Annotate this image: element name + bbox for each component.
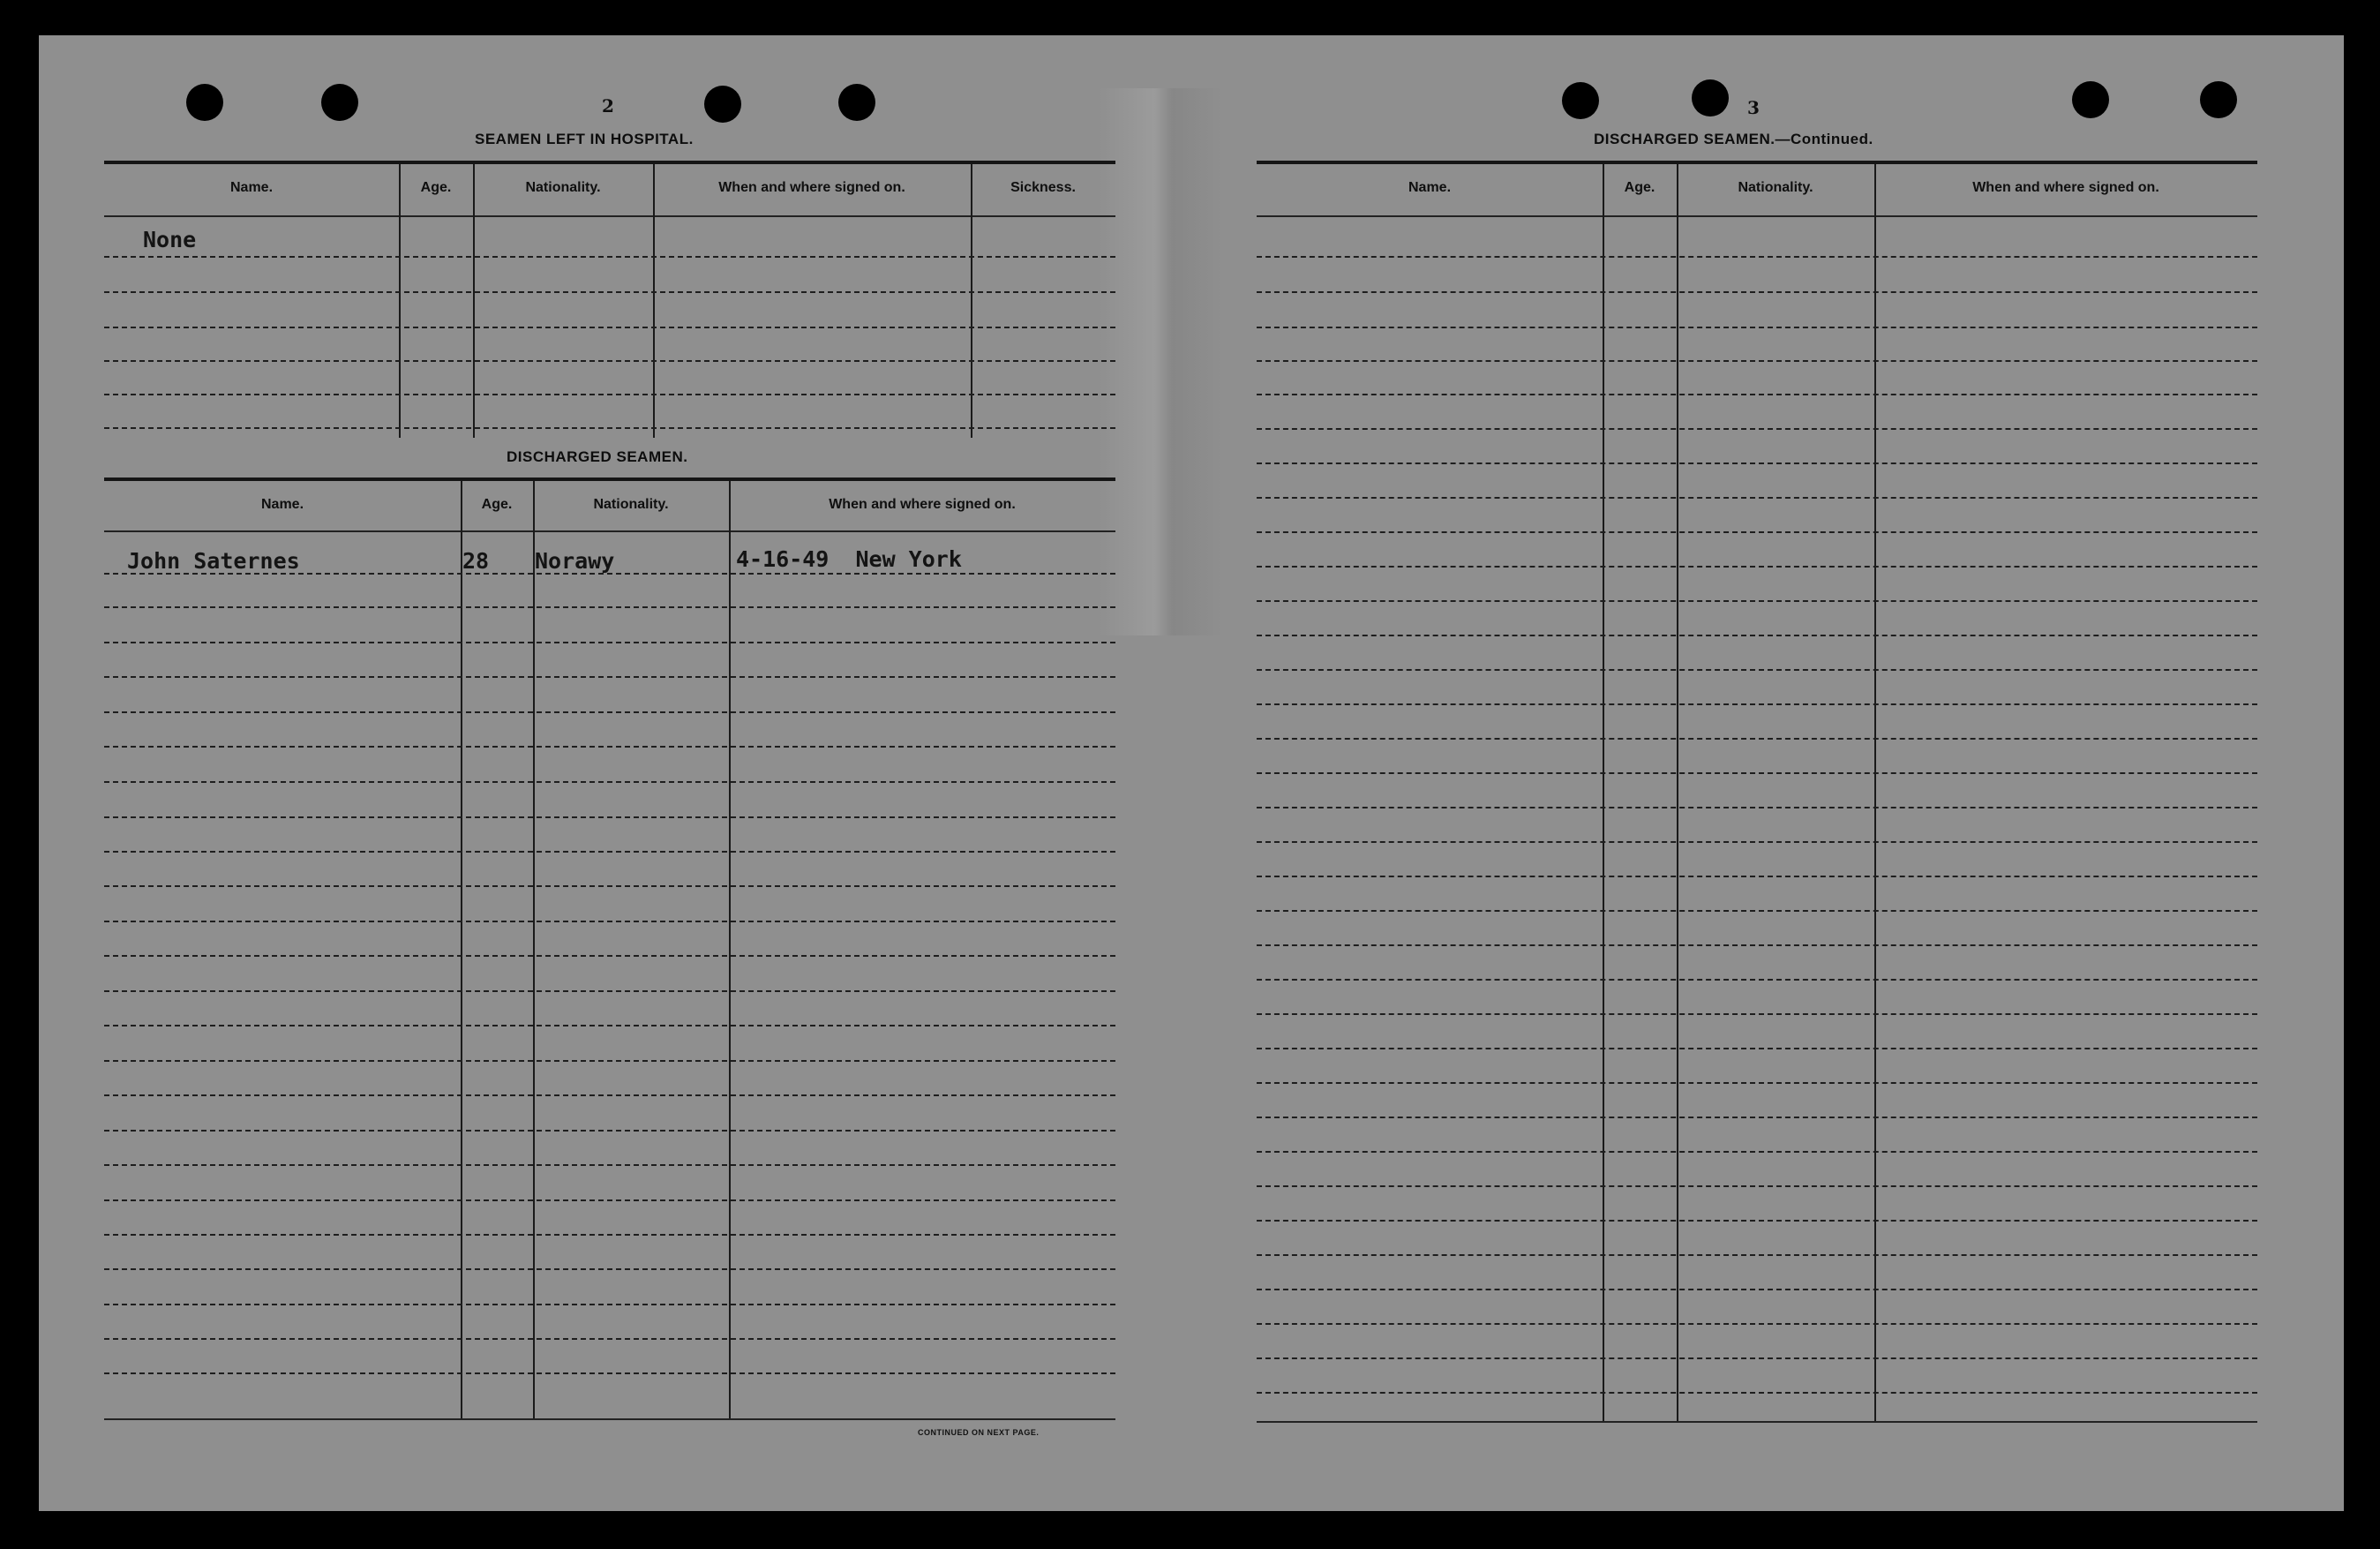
punch-hole bbox=[1562, 82, 1599, 119]
continued-col-name: Name. bbox=[1408, 180, 1452, 195]
hospital-table bbox=[104, 161, 1115, 441]
hospital-row-name: None bbox=[143, 227, 197, 252]
page-fold-shadow bbox=[1099, 88, 1222, 635]
discharged-col-age: Age. bbox=[481, 497, 513, 512]
discharged-continued-table bbox=[1257, 161, 2257, 1426]
continued-col-age: Age. bbox=[1624, 180, 1655, 195]
punch-hole bbox=[1692, 79, 1729, 117]
punch-hole bbox=[321, 84, 358, 121]
continued-col-nationality: Nationality. bbox=[1738, 180, 1813, 195]
discharged-row-signed-on: 4-16-49 New York bbox=[736, 546, 962, 572]
discharged-table bbox=[104, 477, 1115, 1422]
punch-hole bbox=[838, 84, 875, 121]
discharged-col-signed-on: When and where signed on. bbox=[829, 497, 1016, 512]
discharged-row-age: 28 bbox=[462, 548, 490, 574]
hospital-col-signed-on: When and where signed on. bbox=[718, 180, 905, 195]
hospital-col-sickness: Sickness. bbox=[1010, 180, 1076, 195]
punch-hole bbox=[186, 84, 223, 121]
hospital-section-title: SEAMEN LEFT IN HOSPITAL. bbox=[475, 131, 694, 147]
hospital-col-nationality: Nationality. bbox=[525, 180, 601, 195]
continued-col-signed-on: When and where signed on. bbox=[1972, 180, 2159, 195]
punch-hole bbox=[2072, 81, 2109, 118]
page-number-left: 2 bbox=[602, 95, 614, 117]
hospital-col-age: Age. bbox=[420, 180, 452, 195]
discharged-col-nationality: Nationality. bbox=[593, 497, 669, 512]
punch-hole bbox=[2200, 81, 2237, 118]
discharged-row-name: John Saternes bbox=[127, 548, 300, 574]
discharged-col-name: Name. bbox=[260, 497, 304, 512]
discharged-row-nationality: Norawy bbox=[535, 548, 615, 574]
page-number-right: 3 bbox=[1747, 97, 1760, 118]
discharged-section-title: DISCHARGED SEAMEN. bbox=[507, 448, 688, 465]
punch-hole bbox=[704, 86, 741, 123]
discharged-continued-title: DISCHARGED SEAMEN.—Continued. bbox=[1594, 131, 1873, 147]
hospital-col-name: Name. bbox=[229, 180, 274, 195]
continued-note: CONTINUED ON NEXT PAGE. bbox=[918, 1428, 1040, 1437]
